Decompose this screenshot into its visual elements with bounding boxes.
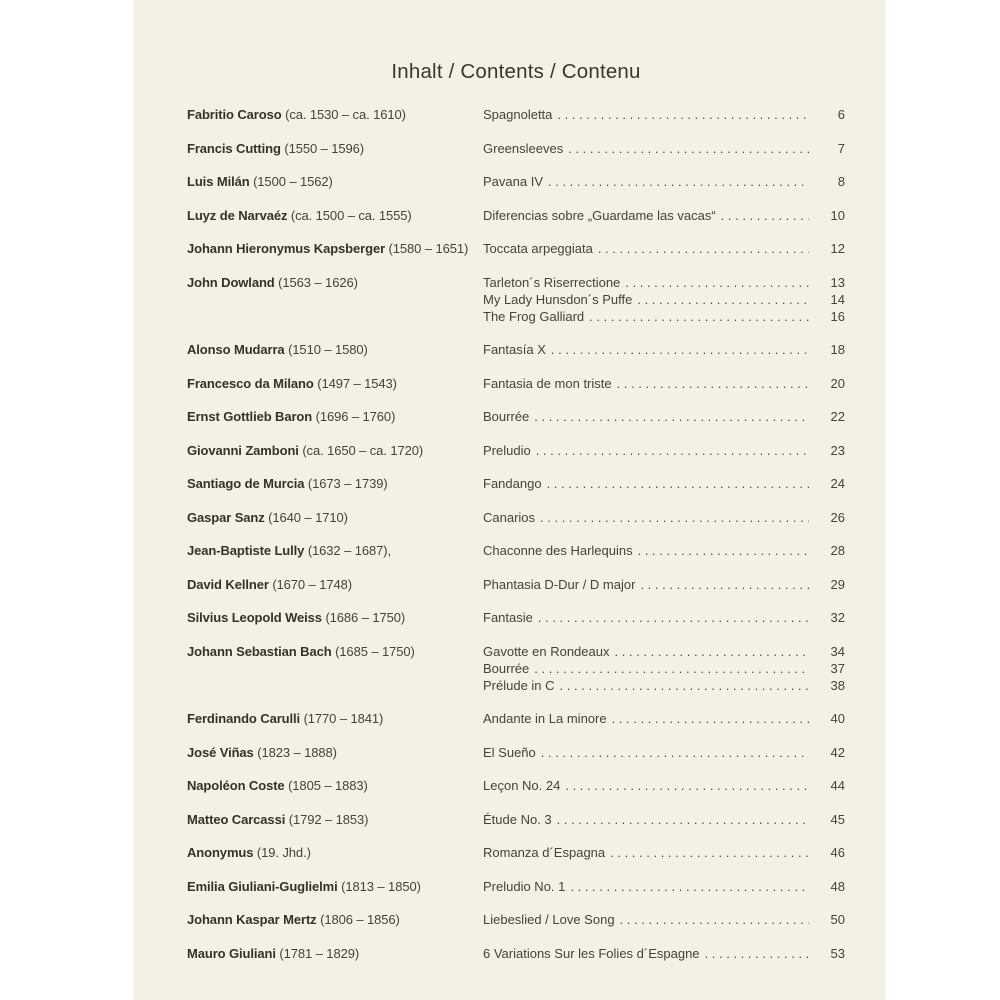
piece-line xyxy=(483,542,845,559)
composer-name: John Dowland xyxy=(187,274,275,290)
page-number: 24 xyxy=(830,476,845,491)
piece-title: Bourrée xyxy=(483,409,530,424)
pieces-cell xyxy=(483,710,845,727)
dot-leader xyxy=(614,643,809,660)
composer-name: Alonso Mudarra xyxy=(187,342,285,357)
piece-line xyxy=(483,173,845,190)
composer-cell xyxy=(187,542,483,559)
composer-name: Silvius Leopold Weiss xyxy=(187,610,322,625)
dot-leader xyxy=(540,509,809,526)
composer-dates: (1563 – 1626) xyxy=(278,274,358,290)
dot-leader xyxy=(721,207,809,224)
page-number: 37 xyxy=(830,660,845,676)
toc-entry xyxy=(187,911,845,928)
toc-entry xyxy=(187,341,845,358)
toc-entry xyxy=(187,777,845,794)
toc-entry xyxy=(187,375,845,392)
pieces-cell xyxy=(483,844,845,861)
composer-cell xyxy=(187,710,483,727)
composer-name: Francis Cutting xyxy=(187,140,281,156)
composer-name: Francesco da Milano xyxy=(187,375,314,391)
composer-dates: (1685 – 1750) xyxy=(335,643,415,659)
composer-dates: (19. Jhd.) xyxy=(256,845,311,860)
piece-line xyxy=(483,609,845,626)
toc-entry xyxy=(187,475,845,492)
composer-cell xyxy=(187,140,483,157)
piece-line xyxy=(483,207,845,224)
toc-entry xyxy=(187,140,845,157)
piece-line xyxy=(483,274,845,291)
dot-leader xyxy=(534,660,809,677)
piece-title: Preludio xyxy=(483,442,531,458)
dot-leader xyxy=(620,911,809,928)
dot-leader xyxy=(557,106,809,123)
piece-line xyxy=(483,341,845,358)
page-number: 13 xyxy=(830,274,845,290)
page-number: 28 xyxy=(830,543,845,558)
dot-leader xyxy=(570,878,809,895)
composer-dates: (ca. 1530 – ca. 1610) xyxy=(285,107,406,122)
page-number: 46 xyxy=(830,845,845,860)
page-number: 16 xyxy=(830,308,845,324)
composer-cell xyxy=(187,844,483,861)
piece-title: Phantasia D-Dur / D major xyxy=(483,576,636,592)
composer-cell xyxy=(187,240,483,257)
composer-name: Napoléon Coste xyxy=(187,778,285,793)
piece-title: Prélude in C xyxy=(483,677,555,693)
pieces-cell xyxy=(483,509,845,526)
dot-leader xyxy=(557,811,809,828)
pieces-cell xyxy=(483,375,845,392)
piece-line xyxy=(483,576,845,593)
piece-line xyxy=(483,442,845,459)
toc-page xyxy=(133,0,885,1000)
piece-line xyxy=(483,509,845,526)
composer-cell xyxy=(187,442,483,459)
page-number: 44 xyxy=(830,778,845,793)
piece-title: Chaconne des Harlequins xyxy=(483,543,633,558)
page-number: 23 xyxy=(830,442,845,458)
composer-cell xyxy=(187,609,483,626)
piece-title: Romanza d´Espagna xyxy=(483,845,606,860)
pieces-cell xyxy=(483,408,845,425)
toc-entry xyxy=(187,408,845,425)
toc-entry xyxy=(187,240,845,257)
page-number: 34 xyxy=(830,643,845,659)
pieces-cell xyxy=(483,274,845,325)
dot-leader xyxy=(625,274,809,291)
dot-leader xyxy=(536,442,809,459)
piece-title: Leçon No. 24 xyxy=(483,778,561,793)
toc-entry xyxy=(187,106,845,123)
composer-cell xyxy=(187,375,483,392)
pieces-cell xyxy=(483,106,845,123)
composer-cell xyxy=(187,744,483,761)
composer-name: Mauro Giuliani xyxy=(187,945,276,961)
toc-entry xyxy=(187,878,845,895)
page-number: 38 xyxy=(830,677,845,693)
composer-dates: (1632 – 1687), xyxy=(307,543,391,558)
page-number: 18 xyxy=(830,342,845,357)
pieces-cell xyxy=(483,945,845,962)
composer-dates: (1806 – 1856) xyxy=(320,912,400,927)
dot-leader xyxy=(637,291,809,308)
piece-line xyxy=(483,911,845,928)
composer-dates: (1550 – 1596) xyxy=(284,140,365,156)
composer-dates: (1510 – 1580) xyxy=(288,342,368,357)
composer-cell xyxy=(187,777,483,794)
page-number: 22 xyxy=(830,409,845,424)
dot-leader xyxy=(541,744,809,761)
toc-entry xyxy=(187,542,845,559)
page-number: 20 xyxy=(830,375,845,391)
pieces-cell xyxy=(483,140,845,157)
dot-leader xyxy=(612,710,809,727)
toc-entry xyxy=(187,274,845,325)
composer-name: Johann Hieronymus Kapsberger xyxy=(187,241,386,256)
piece-line xyxy=(483,308,845,325)
pieces-cell xyxy=(483,542,845,559)
toc-entry xyxy=(187,509,845,526)
dot-leader xyxy=(551,341,809,358)
toc-entry xyxy=(187,609,845,626)
composer-dates: (1686 – 1750) xyxy=(325,610,406,625)
composer-name: José Viñas xyxy=(187,744,254,760)
page-number: 50 xyxy=(830,912,845,927)
toc-entry xyxy=(187,643,845,694)
composer-cell xyxy=(187,475,483,492)
composer-name: Jean-Baptiste Lully xyxy=(187,543,305,558)
composer-cell xyxy=(187,509,483,526)
pieces-cell xyxy=(483,609,845,626)
piece-line xyxy=(483,811,845,828)
page-number: 14 xyxy=(830,291,845,307)
page-number: 10 xyxy=(830,207,845,223)
toc-entry xyxy=(187,744,845,761)
toc-entry xyxy=(187,710,845,727)
dot-leader xyxy=(560,677,809,694)
dot-leader xyxy=(589,308,809,325)
composer-name: Johann Sebastian Bach xyxy=(187,643,332,659)
dot-leader xyxy=(538,609,809,626)
composer-name: Ernst Gottlieb Baron xyxy=(187,409,313,424)
piece-title: 6 Variations Sur les Folies d´Espagne xyxy=(483,945,700,961)
page-number: 12 xyxy=(830,241,845,256)
pieces-cell xyxy=(483,744,845,761)
piece-title: Fantasia de mon triste xyxy=(483,375,612,391)
pieces-cell xyxy=(483,811,845,828)
composer-dates: (1673 – 1739) xyxy=(307,476,388,491)
composer-dates: (1792 – 1853) xyxy=(288,811,369,827)
composer-name: Emilia Giuliani-Guglielmi xyxy=(187,878,338,894)
toc-entry xyxy=(187,576,845,593)
dot-leader xyxy=(598,240,809,257)
composer-dates: (1823 – 1888) xyxy=(257,744,337,760)
pieces-cell xyxy=(483,475,845,492)
toc-entry xyxy=(187,207,845,224)
piece-title: Gavotte en Rondeaux xyxy=(483,643,610,659)
composer-name: Luis Milán xyxy=(187,174,250,189)
composer-name: Santiago de Murcia xyxy=(187,476,305,491)
piece-title: Toccata arpeggiata xyxy=(483,241,593,256)
composer-dates: (ca. 1650 – ca. 1720) xyxy=(302,442,424,458)
composer-cell xyxy=(187,173,483,190)
piece-line xyxy=(483,475,845,492)
composer-dates: (1770 – 1841) xyxy=(303,711,384,726)
piece-line xyxy=(483,375,845,392)
toc-entry xyxy=(187,442,845,459)
composer-name: Luyz de Narvaéz xyxy=(187,207,288,223)
pieces-cell xyxy=(483,207,845,224)
composer-dates: (1640 – 1710) xyxy=(268,509,348,525)
dot-leader xyxy=(534,408,809,425)
dot-leader xyxy=(705,945,809,962)
composer-cell xyxy=(187,576,483,593)
composer-dates: (1500 – 1562) xyxy=(253,174,333,189)
piece-title: Fantasía X xyxy=(483,342,546,357)
composer-cell xyxy=(187,945,483,962)
composer-cell xyxy=(187,274,483,291)
piece-title: The Frog Galliard xyxy=(483,308,585,324)
composer-dates: (1497 – 1543) xyxy=(317,375,397,391)
page-number: 42 xyxy=(830,744,845,760)
piece-line xyxy=(483,643,845,660)
piece-line xyxy=(483,291,845,308)
pieces-cell xyxy=(483,777,845,794)
composer-cell xyxy=(187,643,483,660)
dot-leader xyxy=(617,375,809,392)
piece-line xyxy=(483,240,845,257)
composer-name: Ferdinando Carulli xyxy=(187,711,301,726)
page-number: 6 xyxy=(837,107,845,122)
pieces-cell xyxy=(483,911,845,928)
toc-entry xyxy=(187,173,845,190)
piece-title: Diferencias sobre „Guardame las vacas“ xyxy=(483,207,716,223)
page-number: 26 xyxy=(830,509,845,525)
composer-dates: (1813 – 1850) xyxy=(341,878,421,894)
piece-title: Preludio No. 1 xyxy=(483,878,566,894)
piece-line xyxy=(483,945,845,962)
page-title: Inhalt / Contents / Contenu xyxy=(391,60,641,83)
piece-title: Fantasie xyxy=(483,610,533,625)
piece-title: Bourrée xyxy=(483,660,530,676)
piece-title: El Sueño xyxy=(483,744,536,760)
composer-cell xyxy=(187,106,483,123)
piece-line xyxy=(483,106,845,123)
piece-line xyxy=(483,710,845,727)
piece-title: Liebeslied / Love Song xyxy=(483,912,615,927)
piece-line xyxy=(483,777,845,794)
composer-dates: (1580 – 1651) xyxy=(388,241,469,256)
toc-entry xyxy=(187,844,845,861)
composer-cell xyxy=(187,207,483,224)
dot-leader xyxy=(548,173,809,190)
page-number: 48 xyxy=(830,878,845,894)
composer-name: Johann Kaspar Mertz xyxy=(187,912,317,927)
page-number: 45 xyxy=(830,811,845,827)
piece-title: Fandango xyxy=(483,476,542,491)
piece-title: Andante in La minore xyxy=(483,711,607,726)
composer-cell xyxy=(187,811,483,828)
dot-leader xyxy=(547,475,809,492)
composer-name: Gaspar Sanz xyxy=(187,509,265,525)
dot-leader xyxy=(565,777,809,794)
toc-content xyxy=(133,61,885,962)
composer-name: Giovanni Zamboni xyxy=(187,442,299,458)
page-number: 40 xyxy=(830,711,845,726)
pieces-cell xyxy=(483,643,845,694)
toc-entry xyxy=(187,811,845,828)
pieces-cell xyxy=(483,173,845,190)
toc-entries xyxy=(187,106,845,962)
composer-dates: (1781 – 1829) xyxy=(279,945,360,961)
pieces-cell xyxy=(483,576,845,593)
dot-leader xyxy=(638,542,809,559)
composer-dates: (1696 – 1760) xyxy=(315,409,396,424)
page-number: 29 xyxy=(830,576,845,592)
page-number: 8 xyxy=(837,174,845,189)
piece-title: Greensleeves xyxy=(483,140,564,156)
piece-title: Pavana IV xyxy=(483,174,543,189)
dot-leader xyxy=(610,844,809,861)
dot-leader xyxy=(568,140,809,157)
piece-title: Tarleton´s Riserrectione xyxy=(483,274,621,290)
dot-leader xyxy=(640,576,809,593)
composer-name: Anonymus xyxy=(187,845,254,860)
composer-dates: (ca. 1500 – ca. 1555) xyxy=(290,207,412,223)
piece-line xyxy=(483,408,845,425)
piece-line xyxy=(483,878,845,895)
composer-cell xyxy=(187,878,483,895)
page-number: 7 xyxy=(837,140,845,156)
piece-title: Étude No. 3 xyxy=(483,811,552,827)
piece-line xyxy=(483,844,845,861)
piece-title: Canarios xyxy=(483,509,536,525)
composer-cell xyxy=(187,408,483,425)
piece-line xyxy=(483,140,845,157)
page-number: 53 xyxy=(830,945,845,961)
composer-name: Matteo Carcassi xyxy=(187,811,286,827)
composer-dates: (1805 – 1883) xyxy=(288,778,368,793)
composer-name: Fabritio Caroso xyxy=(187,107,282,122)
composer-cell xyxy=(187,341,483,358)
pieces-cell xyxy=(483,240,845,257)
pieces-cell xyxy=(483,878,845,895)
page-number: 32 xyxy=(830,610,845,625)
pieces-cell xyxy=(483,442,845,459)
composer-dates: (1670 – 1748) xyxy=(272,576,352,592)
piece-line xyxy=(483,744,845,761)
pieces-cell xyxy=(483,341,845,358)
toc-entry xyxy=(187,945,845,962)
piece-line xyxy=(483,660,845,677)
piece-title: My Lady Hunsdon´s Puffe xyxy=(483,291,633,307)
composer-name: David Kellner xyxy=(187,576,269,592)
piece-line xyxy=(483,677,845,694)
composer-cell xyxy=(187,911,483,928)
piece-title: Spagnoletta xyxy=(483,107,553,122)
